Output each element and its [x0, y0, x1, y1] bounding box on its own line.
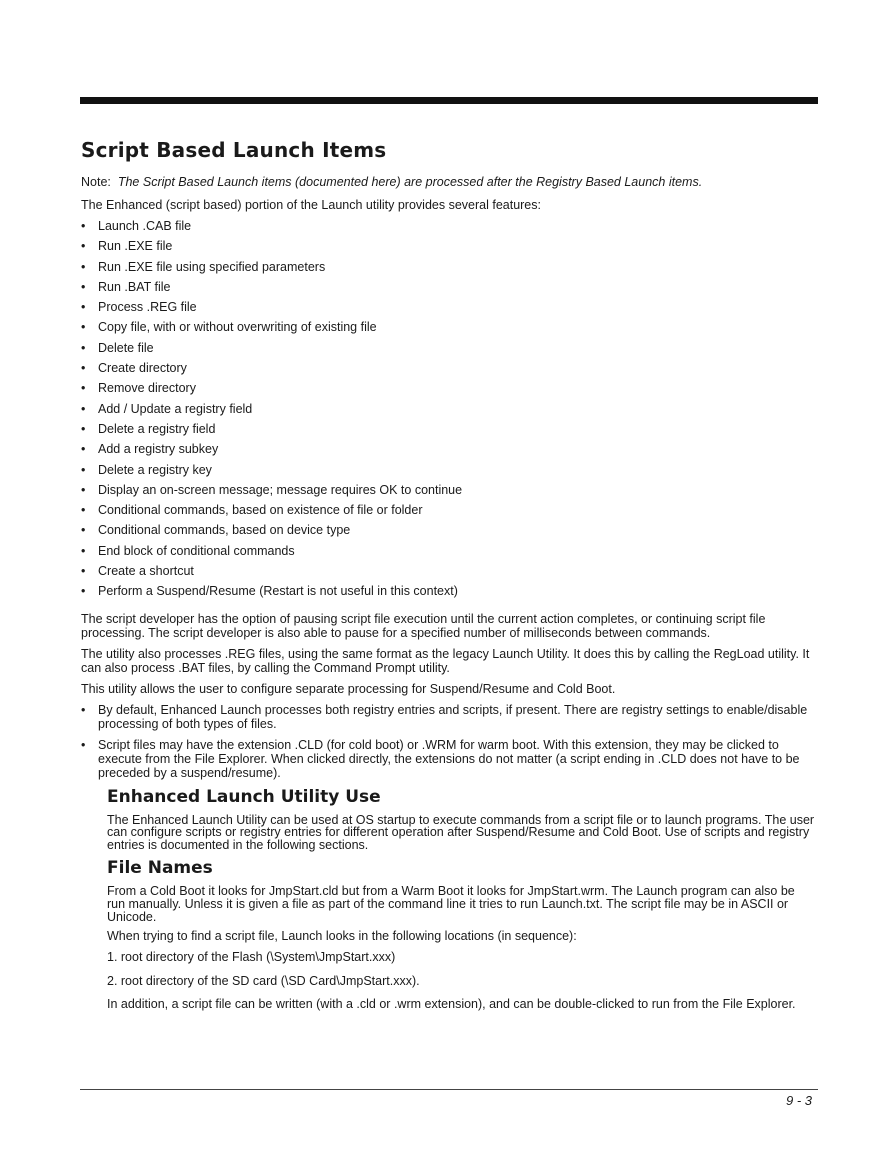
bullet-icon: •	[81, 421, 86, 436]
paragraph: In addition, a script file can be written (with a .cld or .wrm extension), and can be double-clicked to run from the File Explorer.	[107, 996, 796, 1011]
bullet-icon: •	[81, 340, 86, 355]
list-item: • Conditional commands, based on device type	[81, 523, 351, 538]
bullet-icon: •	[81, 259, 86, 274]
paragraph: When trying to find a script file, Launch looks in the following locations (in sequence):	[107, 929, 577, 944]
bullet-icon: •	[81, 503, 86, 518]
list-item: • Conditional commands, based on existence of file or folder	[81, 503, 423, 518]
list-item: 1. root directory of the Flash (\System\JmpStart.xxx)	[107, 949, 396, 964]
page-number: 9 - 3	[785, 1093, 812, 1108]
list-item: • Delete a registry key	[81, 462, 212, 477]
list-item: • Display an on-screen message; message requires OK to continue	[81, 482, 463, 497]
bullet-icon: •	[81, 462, 86, 477]
list-item: • Add / Update a registry field	[81, 401, 253, 416]
list-item: • By default, Enhanced Launch processes both registry entries and scripts, if present. There are registry settings to enable/disable processing of both types of files.	[81, 702, 808, 731]
section-file-names	[107, 858, 816, 1010]
list-item: • Create directory	[81, 361, 187, 376]
note	[81, 175, 816, 189]
list-item: • Add a registry subkey	[81, 442, 219, 457]
list-item: • Process .REG file	[81, 300, 197, 315]
paragraph: The Enhanced Launch Utility can be used at OS startup to execute commands from a script file or to launch programs. The user can configure scripts or registry entries for different operation after Suspend/Resume and Cold Boot. Use of scripts and registry entries is documented in the following sections.	[107, 812, 815, 852]
feature-list	[81, 219, 816, 605]
list-item: • Script files may have the extension .CLD (for cold boot) or .WRM for warm boot. With this extension, they may be clicked to execute from the File Explorer. When clicked directly, the extensions do not matter (a script ending in .CLD does not have to be preceded by a suspend/resume).	[81, 737, 800, 780]
bullet-icon: •	[81, 442, 86, 457]
list-item: 2. root directory of the SD card (\SD Card\JmpStart.xxx).	[107, 973, 420, 988]
list-item: • Delete a registry field	[81, 421, 216, 436]
note-text: The Script Based Launch items (documented here) are processed after the Registry Based Launch items.	[117, 175, 703, 189]
bullet-icon: •	[81, 300, 86, 315]
list-item: • Perform a Suspend/Resume (Restart is not useful in this context)	[81, 584, 458, 599]
bullet-icon: •	[81, 482, 86, 497]
header-rule	[80, 97, 818, 104]
list-item: • Create a shortcut	[81, 564, 194, 579]
bullet-icon: •	[81, 219, 86, 233]
note-label: Note:	[81, 175, 111, 189]
paragraph: The utility also processes .REG files, using the same format as the legacy Launch Utility. It does this by calling the RegLoad utility. It can also process .BAT files, by calling the Command Prompt utility.	[81, 646, 810, 675]
bullet-icon: •	[81, 361, 86, 376]
paragraph: This utility allows the user to configure separate processing for Suspend/Resume and Cold Boot.	[81, 681, 616, 696]
list-item: • Remove directory	[81, 381, 196, 396]
bullet-icon: •	[81, 401, 86, 416]
bullet-icon: •	[81, 702, 86, 717]
list-item: • Copy file, with or without overwriting of existing file	[81, 320, 377, 335]
section-enhanced-launch-use	[107, 787, 816, 852]
bullet-icon: •	[81, 523, 86, 538]
page-content	[81, 138, 816, 1017]
section-heading: File Names	[107, 858, 213, 879]
bullet-icon: •	[81, 584, 86, 599]
list-item: • Run .EXE file using specified parameters	[81, 259, 326, 274]
bullet-icon: •	[81, 279, 86, 294]
bullet-icon: •	[81, 564, 86, 579]
list-item: • Run .BAT file	[81, 279, 171, 294]
processing-bullets	[81, 703, 816, 780]
bullet-icon: •	[81, 381, 86, 396]
bullet-icon: •	[81, 239, 86, 254]
bullet-icon: •	[81, 543, 86, 558]
intro-text: The Enhanced (script based) portion of the Launch utility provides several features:	[81, 198, 541, 212]
list-item: • Delete file	[81, 340, 154, 355]
list-item: • Launch .CAB file	[81, 219, 192, 233]
bullet-icon: •	[81, 320, 86, 335]
page-title: Script Based Launch Items	[81, 138, 387, 162]
footer-rule	[80, 1089, 818, 1090]
list-item: • End block of conditional commands	[81, 543, 295, 558]
section-heading: Enhanced Launch Utility Use	[107, 786, 381, 807]
paragraph: From a Cold Boot it looks for JmpStart.cld but from a Warm Boot it looks for JmpStart.wrm. The Launch program can also be run manually. Unless it is given a file as part of the command line it tries to run Launch.txt. The script file may be in ASCII or Unicode.	[107, 884, 795, 924]
location-list	[107, 950, 816, 988]
bullet-icon: •	[81, 737, 86, 752]
paragraph: The script developer has the option of pausing script file execution until the current action completes, or continuing script file processing. The script developer is also able to pause for a specified number of milliseconds between commands.	[81, 611, 766, 640]
list-item: • Run .EXE file	[81, 239, 173, 254]
